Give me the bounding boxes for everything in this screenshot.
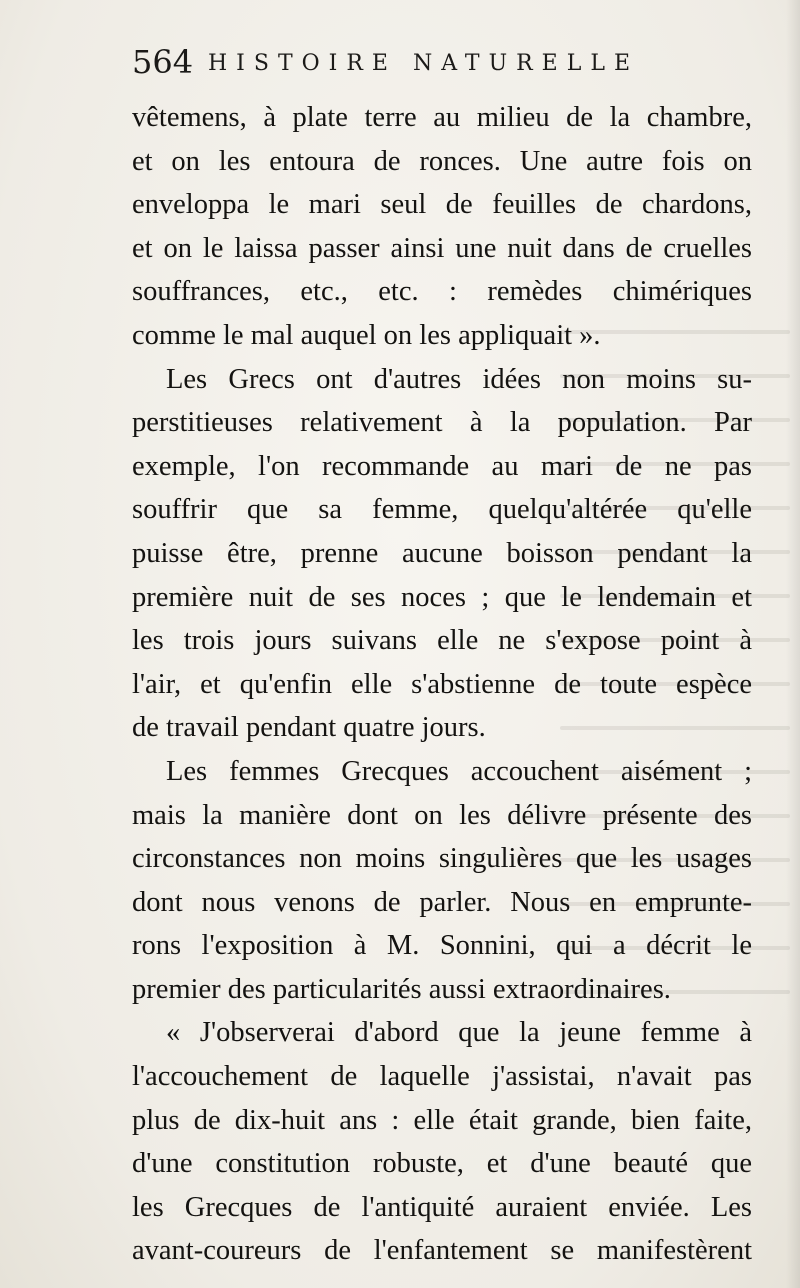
text-line: puisse être, prenne aucune boisson pendant la xyxy=(132,537,752,569)
page-header xyxy=(132,40,762,90)
text-line: vêtemens, à plate terre au milieu de la chambre, xyxy=(132,102,752,133)
text-line: l'accouchement de laquelle j'assistai, n'avait pas xyxy=(132,1061,752,1093)
paragraph-start-line: Les femmes Grecques accouchent aisément ; xyxy=(166,755,752,787)
text-line: et on les entoura de ronces. Une autre fois on xyxy=(132,145,752,177)
running-title: HISTOIRE NATURELLE xyxy=(208,51,640,76)
text-line: perstitieuses relativement à la population. Par xyxy=(132,407,752,439)
text-line: d'une constitution robuste, et d'une beauté que xyxy=(132,1148,752,1180)
text-line: circonstances non moins singulières que les usages xyxy=(132,843,752,875)
text-line: enveloppa le mari seul de feuilles de chardons, xyxy=(132,189,752,221)
paragraph-start-line: « J'observerai d'abord que la jeune femme à xyxy=(166,1017,752,1049)
text-line: première nuit de ses noces ; que le lendemain et xyxy=(132,581,752,613)
text-line: les trois jours suivans elle ne s'expose point à xyxy=(132,625,752,657)
page-number: 564 xyxy=(132,43,194,81)
text-line: l'air, et qu'enfin elle s'abstienne de toute espèce xyxy=(132,668,752,700)
text-line: les Grecques de l'antiquité auraient enviée. Les xyxy=(132,1191,752,1223)
text-line: souffrances, etc., etc. : remèdes chimériques xyxy=(132,276,752,308)
text-line: rons l'exposition à M. Sonnini, qui a décrit le xyxy=(132,930,752,962)
body-text xyxy=(132,96,752,1273)
text-line: comme le mal auquel on les appliquait ». xyxy=(132,319,601,351)
paragraph-start-line: Les Grecs ont d'autres idées non moins su- xyxy=(166,363,752,395)
text-line: souffrir que sa femme, quelqu'altérée qu'elle xyxy=(132,494,752,526)
text-line: dont nous venons de parler. Nous en emprunte- xyxy=(132,886,752,918)
text-line: avant-coureurs de l'enfantement se manifestèrent xyxy=(132,1235,752,1267)
text-line: mais la manière dont on les délivre présente des xyxy=(132,799,752,831)
text-line: et on le laissa passer ainsi une nuit dans de cruelles xyxy=(132,232,752,264)
text-line: de travail pendant quatre jours. xyxy=(132,712,486,744)
text-line: plus de dix-huit ans : elle était grande, bien faite, xyxy=(132,1104,752,1136)
page-edge-shadow xyxy=(786,0,800,1288)
text-line: premier des particularités aussi extraordinaires. xyxy=(132,973,671,1005)
text-line: exemple, l'on recommande au mari de ne pas xyxy=(132,450,752,482)
